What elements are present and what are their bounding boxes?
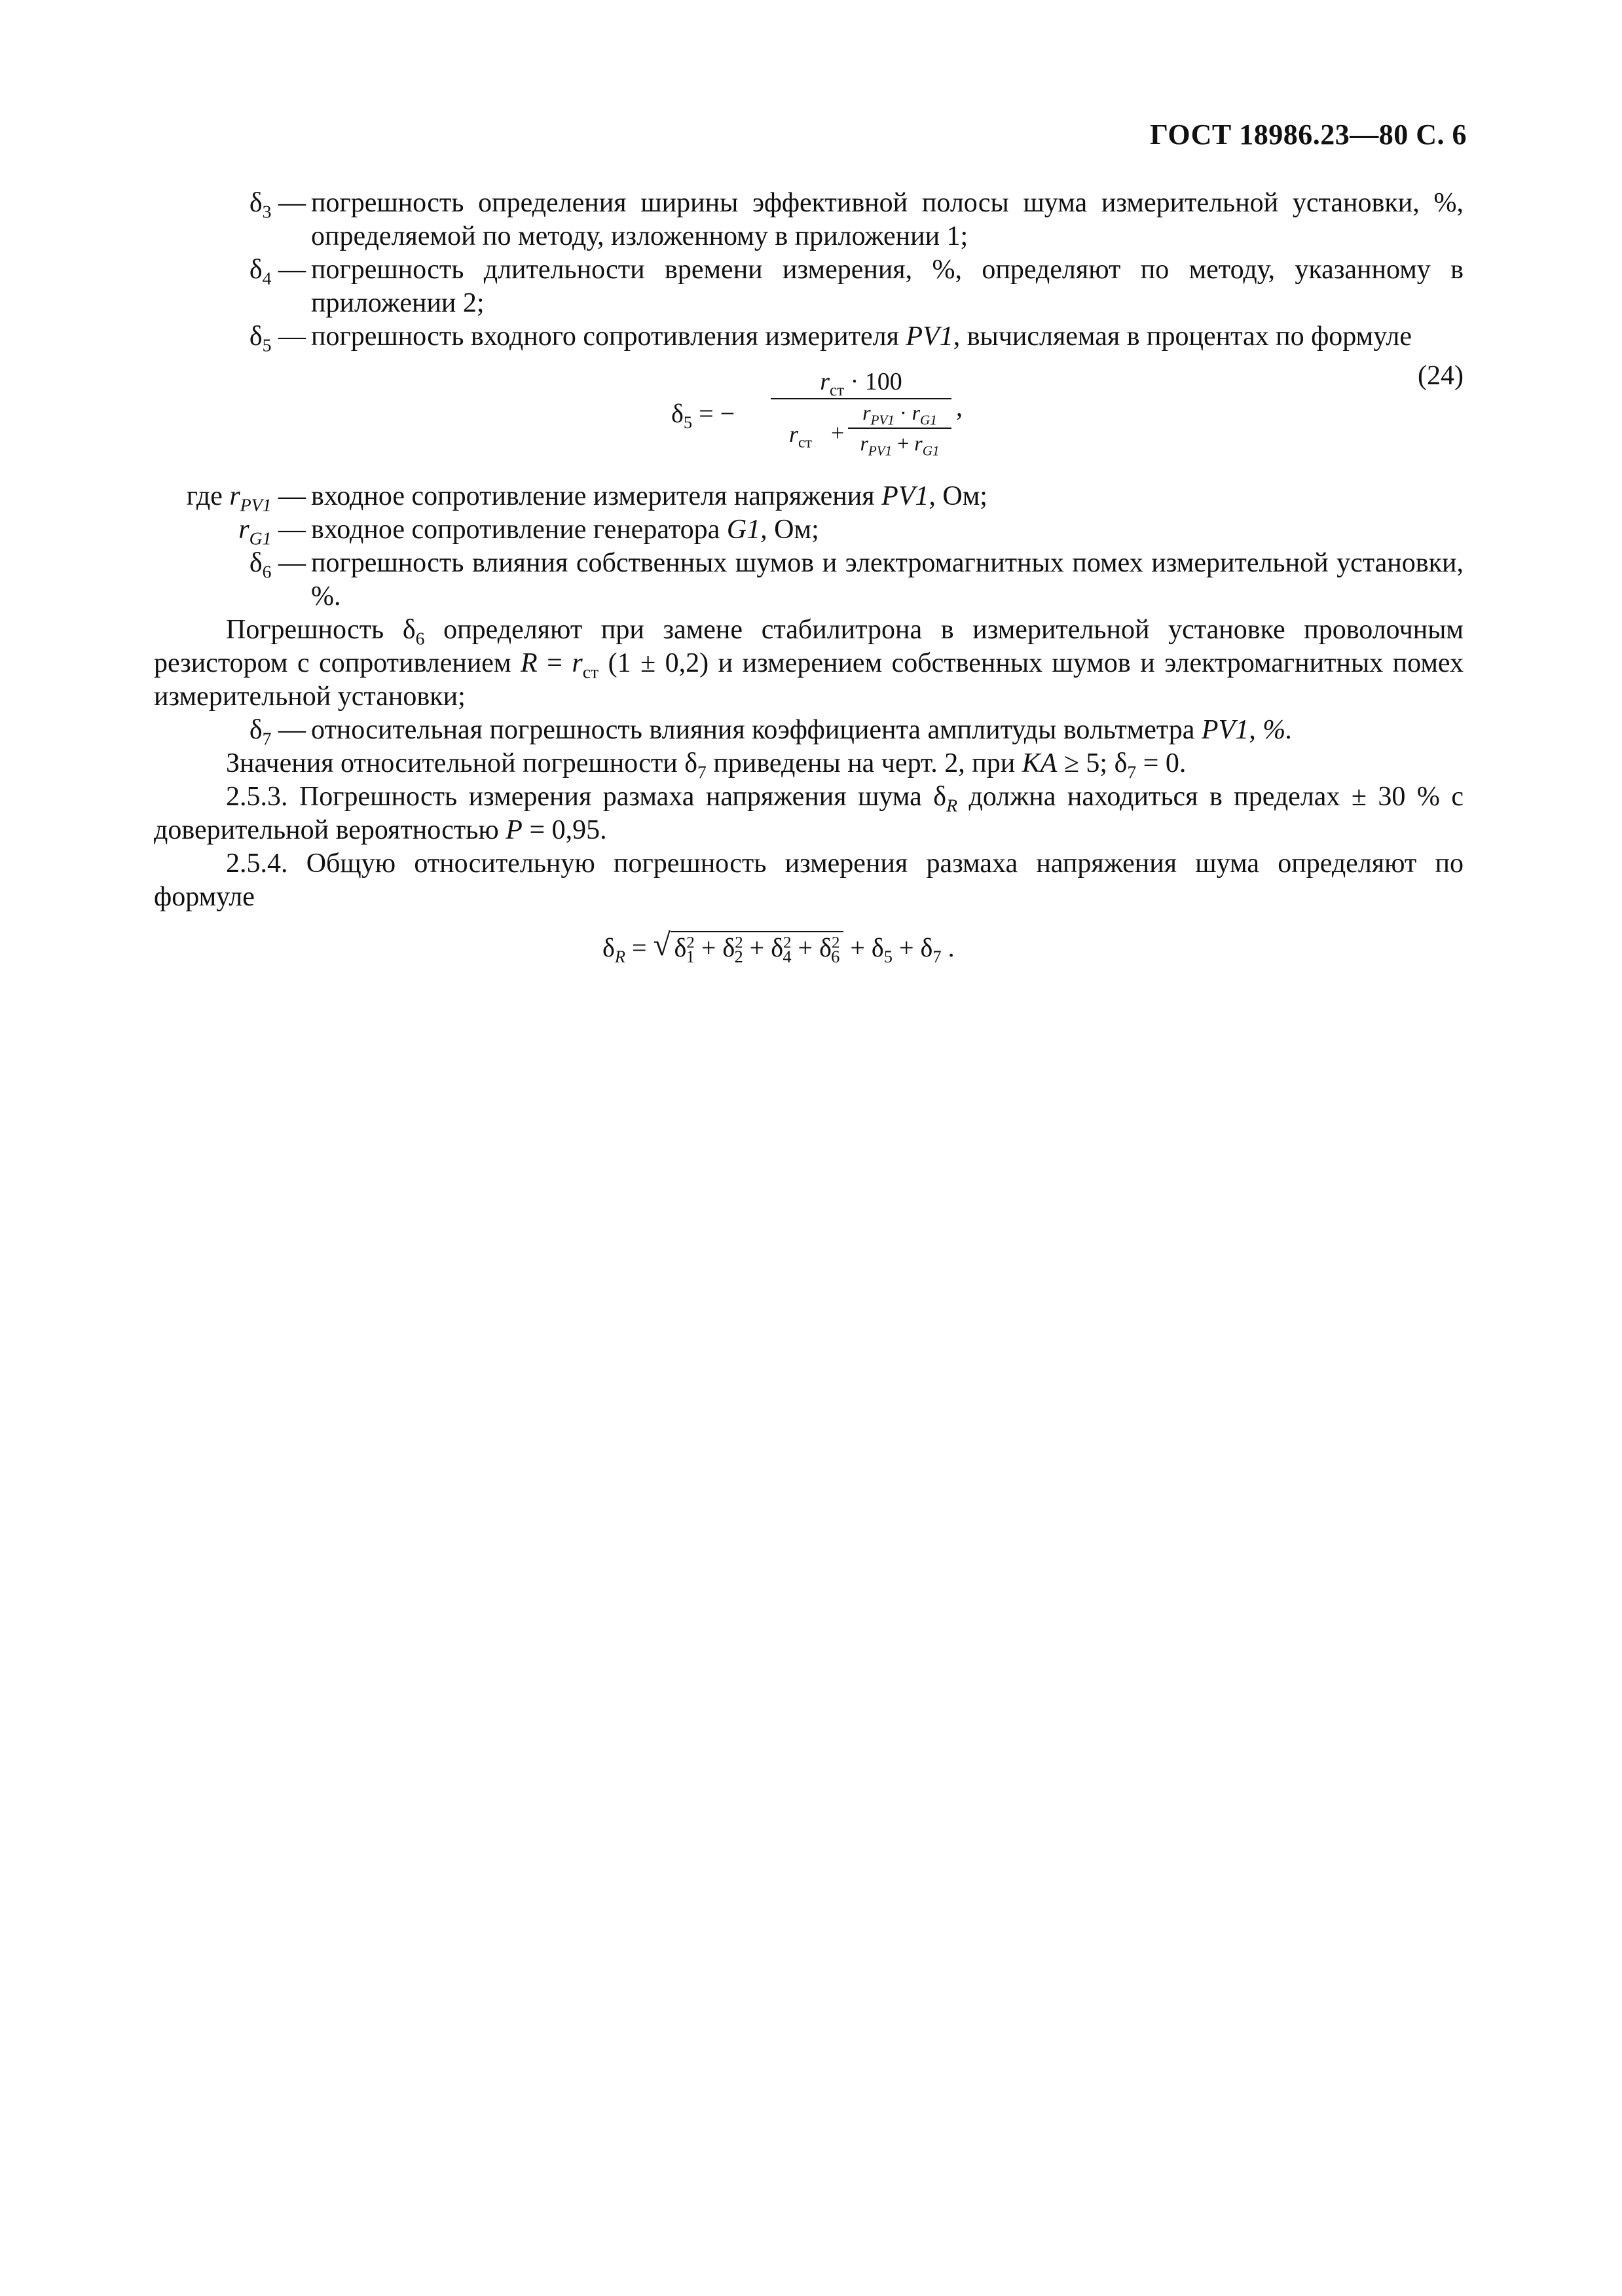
formula-number: (24) <box>1418 361 1464 391</box>
definition-text: погрешность влияния собственных шумов и электромагнитных помех измерительной установки, %. <box>311 548 1464 611</box>
definition-symbol: $\delta_4$ — <box>249 255 306 289</box>
definition-text: погрешность входного сопротивления измерителя PV1, вычисляемая в процентах по формуле <box>311 321 1412 352</box>
definition-symbol: $r_{G1}$ — <box>238 515 306 549</box>
formula-lhs: $\delta_5$ = − <box>671 399 735 433</box>
formula-delta-r: $\delta_R$ = √ $\delta^2_1 + \delta^2_2 + \delta^2_4 + \delta^2_6 + \delta_5 + \delta_7$ . <box>602 928 955 967</box>
definition-symbol: где $r_{PV1}$ — <box>186 481 306 515</box>
page-content <box>154 187 1464 978</box>
paragraph-2-5-4: 2.5.4. Общую относительную погрешность измерения размаха напряжения шума определяют по формуле <box>154 848 1464 912</box>
definition-symbol: $\delta_5$ — <box>249 321 306 355</box>
paragraph-values: Значения относительной погрешности $\delta_7$ приведены на черт. 2, при KA ≥ 5; $\delta_7 = 0$. <box>226 748 1187 782</box>
definition-delta4 <box>154 253 1464 320</box>
definition-symbol: $\delta_3$ — <box>249 188 306 222</box>
definition-r-g1 <box>154 513 1464 547</box>
definition-symbol: $\delta_7$ — <box>249 715 306 749</box>
definition-text: входное сопротивление измерителя напряжения PV1, Ом; <box>311 481 987 511</box>
formula-24: $\delta_5$ = − $r_{ст} \cdot 100$ $r_{ст}$ + $r_{PV1} \cdot r_{G1}$ $r_{PV1} + r_{G1}$ , (24) <box>154 360 1464 475</box>
formula-denominator: $r_{ст}$ + $r_{PV1} \cdot r_{G1}$ $r_{PV1} + r_{G1}$ <box>769 399 953 471</box>
paragraph-delta6: Погрешность $\delta_6$ определяют при замене стабилитрона в измерительной установке проволочным резистором с сопротивлением $R = r_{ст}$ (1 ± 0,2) и измерением собственных шумов и электромагнитных помех измерительной установки; <box>154 615 1464 712</box>
definition-text: погрешность длительности времени измерения, %, определяют по методу, указанному в приложении 2; <box>311 255 1464 318</box>
page-header: ГОСТ 18986.23—80 С. 6 <box>1149 118 1467 151</box>
definition-symbol: $\delta_6$ — <box>249 548 306 582</box>
definition-r-pv1 <box>154 480 1464 513</box>
formula-fraction <box>769 365 953 471</box>
definition-delta3 <box>154 187 1464 253</box>
definition-delta7 <box>154 714 1464 747</box>
definition-text: входное сопротивление генератора G1, Ом; <box>311 515 819 545</box>
definition-delta5 <box>154 320 1464 354</box>
paragraph-2-5-3: 2.5.3. Погрешность измерения размаха напряжения шума $\delta_R$ должна находиться в пределах ± 30 % с доверительной вероятностью P = 0,95. <box>154 782 1464 845</box>
definition-text: относительная погрешность влияния коэффициента амплитуды вольтметра PV1, %. <box>311 715 1293 745</box>
definition-delta6 <box>154 547 1464 613</box>
formula-numerator: $r_{ст} \cdot 100$ <box>820 368 902 399</box>
definition-text: погрешность определения ширины эффективной полосы шума измерительной установки, %, определяемой по методу, изложенному в приложении 1; <box>311 188 1464 251</box>
formula-radical: √ $\delta^2_1 + \delta^2_2 + \delta^2_4 + \delta^2_6$ <box>654 931 844 963</box>
formula-inner-fraction: $r_{PV1} \cdot r_{G1}$ $r_{PV1} + r_{G1}$ <box>848 401 951 456</box>
